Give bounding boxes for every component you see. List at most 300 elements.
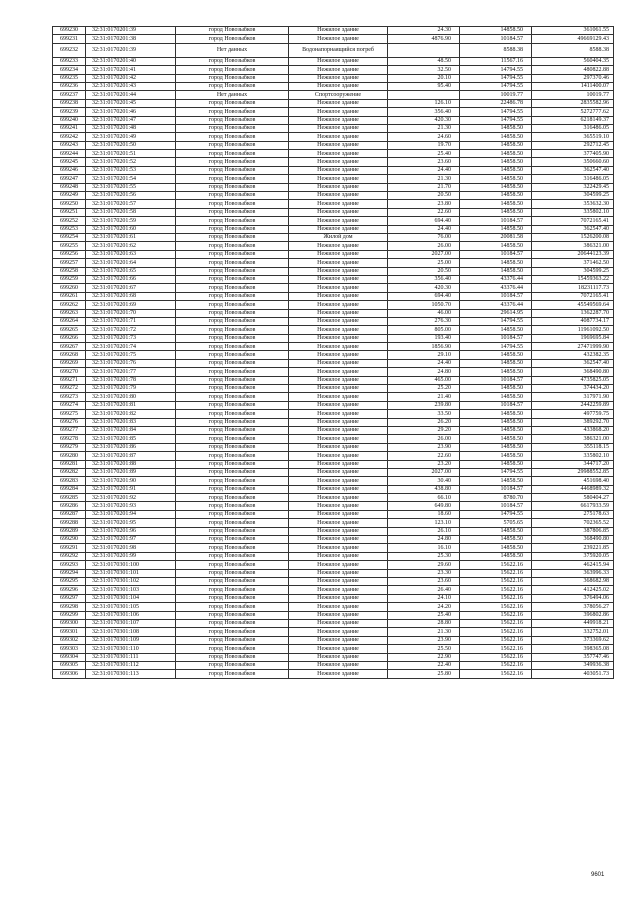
cadastral-number-cell: 32:31:0170201:74 — [86, 343, 176, 351]
address-cell: город Новозыбков — [176, 275, 289, 283]
cadastral-number-cell: 32:31:0170201:90 — [86, 477, 176, 485]
area-cell: 420.30 — [388, 284, 460, 292]
rate-cell: 10184.57 — [460, 35, 532, 43]
area-cell: 26.40 — [388, 586, 460, 594]
address-cell: город Новозыбков — [176, 292, 289, 300]
value-cell: 8588.38 — [532, 43, 614, 57]
table-row — [53, 527, 614, 535]
table-row — [53, 267, 614, 275]
cadastral-number-cell: 32:31:0170201:85 — [86, 435, 176, 443]
object-type-cell: Нежилое здание — [289, 435, 388, 443]
cadastral-number-cell: 32:31:0170301:110 — [86, 645, 176, 653]
address-cell: город Новозыбков — [176, 569, 289, 577]
table-row — [53, 35, 614, 43]
value-cell: 10019.77 — [532, 91, 614, 99]
cadastral-number-cell: 32:31:0170201:99 — [86, 552, 176, 560]
address-cell: город Новозыбков — [176, 225, 289, 233]
rate-cell: 10184.57 — [460, 292, 532, 300]
table-row — [53, 552, 614, 560]
cadastral-number-cell: 32:31:0170201:40 — [86, 57, 176, 65]
object-type-cell: Нежилое здание — [289, 426, 388, 434]
cadastral-number-cell: 32:31:0170201:59 — [86, 217, 176, 225]
object-type-cell: Нежилое здание — [289, 502, 388, 510]
table-row — [53, 410, 614, 418]
rate-cell: 14858.50 — [460, 426, 532, 434]
row-id-cell: 699292 — [53, 552, 86, 560]
object-type-cell: Нежилое здание — [289, 527, 388, 535]
address-cell: город Новозыбков — [176, 376, 289, 384]
table-row — [53, 175, 614, 183]
object-type-cell: Нежилое здание — [289, 603, 388, 611]
cadastral-number-cell: 32:31:0170201:52 — [86, 158, 176, 166]
object-type-cell: Нежилое здание — [289, 418, 388, 426]
cadastral-number-cell: 32:31:0170201:73 — [86, 334, 176, 342]
object-type-cell: Нежилое здание — [289, 27, 388, 35]
row-id-cell: 699253 — [53, 225, 86, 233]
address-cell: город Новозыбков — [176, 74, 289, 82]
area-cell — [388, 43, 460, 57]
rate-cell: 15622.16 — [460, 645, 532, 653]
object-type-cell: Нежилое здание — [289, 82, 388, 90]
value-cell: 1411400.07 — [532, 82, 614, 90]
address-cell: город Новозыбков — [176, 116, 289, 124]
table-row — [53, 292, 614, 300]
table-row — [53, 124, 614, 132]
area-cell: 18.60 — [388, 510, 460, 518]
address-cell: город Новозыбков — [176, 611, 289, 619]
area-cell: 23.90 — [388, 443, 460, 451]
object-type-cell: Нежилое здание — [289, 645, 388, 653]
area-cell: 28.80 — [388, 619, 460, 627]
area-cell: 21.30 — [388, 628, 460, 636]
area-cell: 21.40 — [388, 393, 460, 401]
area-cell: 95.40 — [388, 82, 460, 90]
address-cell: город Новозыбков — [176, 435, 289, 443]
address-cell: город Новозыбков — [176, 468, 289, 476]
row-id-cell: 699243 — [53, 141, 86, 149]
address-cell: город Новозыбков — [176, 99, 289, 107]
row-id-cell: 699287 — [53, 510, 86, 518]
address-cell: город Новозыбков — [176, 401, 289, 409]
object-type-cell: Спортсооружение — [289, 91, 388, 99]
value-cell: 386321.00 — [532, 435, 614, 443]
rate-cell: 15622.16 — [460, 619, 532, 627]
address-cell: город Новозыбков — [176, 418, 289, 426]
area-cell: 48.50 — [388, 57, 460, 65]
register-table-container — [52, 26, 609, 679]
address-cell: город Новозыбков — [176, 233, 289, 241]
area-cell: 29.20 — [388, 426, 460, 434]
object-type-cell: Нежилое здание — [289, 477, 388, 485]
value-cell: 353632.30 — [532, 200, 614, 208]
table-row — [53, 586, 614, 594]
table-row — [53, 309, 614, 317]
row-id-cell: 699304 — [53, 653, 86, 661]
cadastral-number-cell: 32:31:0170201:89 — [86, 468, 176, 476]
rate-cell: 14794.55 — [460, 82, 532, 90]
cadastral-number-cell: 32:31:0170201:51 — [86, 150, 176, 158]
table-row — [53, 317, 614, 325]
address-cell: город Новозыбков — [176, 250, 289, 258]
address-cell: город Новозыбков — [176, 175, 289, 183]
object-type-cell: Нежилое здание — [289, 166, 388, 174]
rate-cell: 14858.50 — [460, 166, 532, 174]
value-cell: 357747.46 — [532, 653, 614, 661]
table-row — [53, 452, 614, 460]
rate-cell: 10184.57 — [460, 401, 532, 409]
object-type-cell: Нежилое здание — [289, 636, 388, 644]
row-id-cell: 699279 — [53, 443, 86, 451]
object-type-cell: Нежилое здание — [289, 259, 388, 267]
object-type-cell: Нежилое здание — [289, 292, 388, 300]
table-row — [53, 443, 614, 451]
address-cell: город Новозыбков — [176, 108, 289, 116]
table-row — [53, 359, 614, 367]
value-cell: 275178.63 — [532, 510, 614, 518]
cadastral-number-cell: 32:31:0170301:105 — [86, 603, 176, 611]
object-type-cell: Нежилое здание — [289, 309, 388, 317]
row-id-cell: 699277 — [53, 426, 86, 434]
rate-cell: 15622.16 — [460, 636, 532, 644]
rate-cell: 14858.50 — [460, 443, 532, 451]
rate-cell: 5705.65 — [460, 519, 532, 527]
address-cell: город Новозыбков — [176, 301, 289, 309]
object-type-cell: Нежилое здание — [289, 485, 388, 493]
area-cell: 356.40 — [388, 275, 460, 283]
address-cell: город Новозыбков — [176, 603, 289, 611]
address-cell: город Новозыбков — [176, 477, 289, 485]
rate-cell: 14858.50 — [460, 124, 532, 132]
object-type-cell: Нежилое здание — [289, 628, 388, 636]
table-row — [53, 43, 614, 57]
table-row — [53, 275, 614, 283]
area-cell: 24.40 — [388, 166, 460, 174]
row-id-cell: 699298 — [53, 603, 86, 611]
object-type-cell: Нежилое здание — [289, 35, 388, 43]
object-type-cell: Нежилое здание — [289, 150, 388, 158]
rate-cell: 14858.50 — [460, 359, 532, 367]
area-cell: 438.80 — [388, 485, 460, 493]
value-cell: 27471999.90 — [532, 343, 614, 351]
table-row — [53, 166, 614, 174]
rate-cell: 14858.50 — [460, 435, 532, 443]
cadastral-number-cell: 32:31:0170201:96 — [86, 527, 176, 535]
table-body — [53, 27, 614, 679]
table-row — [53, 233, 614, 241]
object-type-cell: Нежилое здание — [289, 561, 388, 569]
rate-cell: 8588.38 — [460, 43, 532, 57]
rate-cell: 15622.16 — [460, 653, 532, 661]
area-cell: 24.30 — [388, 27, 460, 35]
object-type-cell: Нежилое здание — [289, 326, 388, 334]
table-row — [53, 628, 614, 636]
row-id-cell: 699237 — [53, 91, 86, 99]
table-row — [53, 502, 614, 510]
rate-cell: 11567.16 — [460, 57, 532, 65]
object-type-cell: Нежилое здание — [289, 544, 388, 552]
value-cell: 5272777.62 — [532, 108, 614, 116]
table-row — [53, 385, 614, 393]
address-cell: город Новозыбков — [176, 385, 289, 393]
area-cell: 4876.90 — [388, 35, 460, 43]
value-cell: 362547.40 — [532, 225, 614, 233]
object-type-cell: Нежилое здание — [289, 586, 388, 594]
row-id-cell: 699258 — [53, 267, 86, 275]
table-row — [53, 259, 614, 267]
cadastral-number-cell: 32:31:0170201:57 — [86, 200, 176, 208]
address-cell: город Новозыбков — [176, 628, 289, 636]
table-row — [53, 519, 614, 527]
cadastral-number-cell: 32:31:0170201:82 — [86, 410, 176, 418]
object-type-cell: Нежилое здание — [289, 133, 388, 141]
value-cell: 335802.10 — [532, 208, 614, 216]
cadastral-number-cell: 32:31:0170201:64 — [86, 259, 176, 267]
area-cell: 1856.90 — [388, 343, 460, 351]
cadastral-number-cell: 32:31:0170201:63 — [86, 250, 176, 258]
address-cell: город Новозыбков — [176, 259, 289, 267]
rate-cell: 14858.50 — [460, 225, 532, 233]
value-cell: 1526200.08 — [532, 233, 614, 241]
area-cell: 26.20 — [388, 418, 460, 426]
rate-cell: 14858.50 — [460, 192, 532, 200]
cadastral-number-cell: 32:31:0170301:108 — [86, 628, 176, 636]
value-cell: 355118.15 — [532, 443, 614, 451]
table-row — [53, 326, 614, 334]
row-id-cell: 699242 — [53, 133, 86, 141]
value-cell: 332752.01 — [532, 628, 614, 636]
cadastral-number-cell: 32:31:0170201:42 — [86, 74, 176, 82]
object-type-cell: Нежилое здание — [289, 670, 388, 678]
row-id-cell: 699274 — [53, 401, 86, 409]
table-row — [53, 116, 614, 124]
cadastral-number-cell: 32:31:0170301:103 — [86, 586, 176, 594]
table-row — [53, 284, 614, 292]
row-id-cell: 699281 — [53, 460, 86, 468]
object-type-cell: Нежилое здание — [289, 158, 388, 166]
value-cell: 433868.20 — [532, 426, 614, 434]
table-row — [53, 653, 614, 661]
cadastral-number-cell: 32:31:0170201:49 — [86, 133, 176, 141]
object-type-cell: Нежилое здание — [289, 124, 388, 132]
area-cell: 24.40 — [388, 359, 460, 367]
object-type-cell: Нежилое здание — [289, 578, 388, 586]
rate-cell: 14858.50 — [460, 150, 532, 158]
object-type-cell: Нежилое здание — [289, 175, 388, 183]
area-cell: 32.50 — [388, 66, 460, 74]
area-cell: 694.40 — [388, 292, 460, 300]
rate-cell: 14858.50 — [460, 536, 532, 544]
value-cell: 350660.60 — [532, 158, 614, 166]
value-cell: 451698.40 — [532, 477, 614, 485]
rate-cell: 14858.50 — [460, 259, 532, 267]
value-cell: 2835582.96 — [532, 99, 614, 107]
row-id-cell: 699299 — [53, 611, 86, 619]
rate-cell: 14858.50 — [460, 368, 532, 376]
object-type-cell: Нежилое здание — [289, 116, 388, 124]
row-id-cell: 699246 — [53, 166, 86, 174]
area-cell: 20.50 — [388, 267, 460, 275]
area-cell: 23.30 — [388, 569, 460, 577]
area-cell: 21.70 — [388, 183, 460, 191]
row-id-cell: 699297 — [53, 594, 86, 602]
address-cell: город Новозыбков — [176, 141, 289, 149]
value-cell: 449918.21 — [532, 619, 614, 627]
value-cell: 363996.33 — [532, 569, 614, 577]
object-type-cell: Нежилое здание — [289, 183, 388, 191]
object-type-cell: Нежилое здание — [289, 343, 388, 351]
area-cell: 24.80 — [388, 368, 460, 376]
area-cell: 24.60 — [388, 133, 460, 141]
value-cell: 378056.27 — [532, 603, 614, 611]
address-cell: город Новозыбков — [176, 452, 289, 460]
address-cell: город Новозыбков — [176, 166, 289, 174]
row-id-cell: 699288 — [53, 519, 86, 527]
area-cell: 26.10 — [388, 527, 460, 535]
cadastral-number-cell: 32:31:0170201:94 — [86, 510, 176, 518]
value-cell: 4468989.32 — [532, 485, 614, 493]
row-id-cell: 699272 — [53, 385, 86, 393]
rate-cell: 10184.57 — [460, 250, 532, 258]
area-cell: 33.50 — [388, 410, 460, 418]
row-id-cell: 699251 — [53, 208, 86, 216]
address-cell: город Новозыбков — [176, 653, 289, 661]
table-row — [53, 636, 614, 644]
address-cell: город Новозыбков — [176, 150, 289, 158]
area-cell: 23.80 — [388, 200, 460, 208]
row-id-cell: 699262 — [53, 301, 86, 309]
value-cell: 316486.05 — [532, 124, 614, 132]
value-cell: 317971.90 — [532, 393, 614, 401]
area-cell: 19.70 — [388, 141, 460, 149]
value-cell: 7072165.41 — [532, 292, 614, 300]
rate-cell: 14858.50 — [460, 141, 532, 149]
cadastral-number-cell: 32:31:0170301:112 — [86, 661, 176, 669]
rate-cell: 29614.95 — [460, 309, 532, 317]
value-cell: 377405.90 — [532, 150, 614, 158]
rate-cell: 43376.44 — [460, 301, 532, 309]
address-cell: город Новозыбков — [176, 661, 289, 669]
address-cell: Нет данных — [176, 43, 289, 57]
area-cell: 276.30 — [388, 317, 460, 325]
object-type-cell: Нежилое здание — [289, 99, 388, 107]
object-type-cell: Нежилое здание — [289, 494, 388, 502]
cadastral-number-cell: 32:31:0170201:81 — [86, 401, 176, 409]
rate-cell: 14858.50 — [460, 544, 532, 552]
address-cell: город Новозыбков — [176, 536, 289, 544]
table-row — [53, 544, 614, 552]
cadastral-number-cell: 32:31:0170201:77 — [86, 368, 176, 376]
area-cell: 26.00 — [388, 435, 460, 443]
area-cell: 25.20 — [388, 385, 460, 393]
object-type-cell: Нежилое здание — [289, 594, 388, 602]
row-id-cell: 699259 — [53, 275, 86, 283]
cadastral-number-cell: 32:31:0170201:50 — [86, 141, 176, 149]
object-type-cell: Нежилое здание — [289, 66, 388, 74]
address-cell: город Новозыбков — [176, 619, 289, 627]
table-row — [53, 401, 614, 409]
table-row — [53, 82, 614, 90]
value-cell: 396802.86 — [532, 611, 614, 619]
rate-cell: 14858.50 — [460, 326, 532, 334]
table-row — [53, 670, 614, 678]
area-cell: 24.80 — [388, 536, 460, 544]
rate-cell: 14858.50 — [460, 208, 532, 216]
value-cell: 361061.55 — [532, 27, 614, 35]
cadastral-number-cell: 32:31:0170201:84 — [86, 426, 176, 434]
row-id-cell: 699293 — [53, 561, 86, 569]
table-row — [53, 426, 614, 434]
row-id-cell: 699267 — [53, 343, 86, 351]
address-cell: город Новозыбков — [176, 192, 289, 200]
rate-cell: 15622.16 — [460, 603, 532, 611]
value-cell: 403051.73 — [532, 670, 614, 678]
cadastral-number-cell: 32:31:0170201:38 — [86, 35, 176, 43]
value-cell: 389292.70 — [532, 418, 614, 426]
cadastral-number-cell: 32:31:0170201:86 — [86, 443, 176, 451]
area-cell: 22.60 — [388, 452, 460, 460]
row-id-cell: 699230 — [53, 27, 86, 35]
row-id-cell: 699283 — [53, 477, 86, 485]
rate-cell: 15622.16 — [460, 578, 532, 586]
object-type-cell: Нежилое здание — [289, 510, 388, 518]
value-cell: 497759.75 — [532, 410, 614, 418]
area-cell: 66.10 — [388, 494, 460, 502]
object-type-cell: Нежилое здание — [289, 208, 388, 216]
area-cell: 23.60 — [388, 578, 460, 586]
address-cell: город Новозыбков — [176, 200, 289, 208]
object-type-cell: Нежилое здание — [289, 385, 388, 393]
area-cell: 29.60 — [388, 561, 460, 569]
table-row — [53, 368, 614, 376]
cadastral-number-cell: 32:31:0170201:58 — [86, 208, 176, 216]
cadastral-number-cell: 32:31:0170201:98 — [86, 544, 176, 552]
address-cell: город Новозыбков — [176, 158, 289, 166]
value-cell: 362547.40 — [532, 359, 614, 367]
table-row — [53, 225, 614, 233]
value-cell: 6218149.37 — [532, 116, 614, 124]
object-type-cell: Нежилое здание — [289, 275, 388, 283]
object-type-cell: Нежилое здание — [289, 301, 388, 309]
address-cell: город Новозыбков — [176, 359, 289, 367]
table-row — [53, 393, 614, 401]
object-type-cell: Нежилое здание — [289, 376, 388, 384]
address-cell: город Новозыбков — [176, 133, 289, 141]
address-cell: город Новозыбков — [176, 351, 289, 359]
value-cell: 7072165.41 — [532, 217, 614, 225]
object-type-cell: Нежилое здание — [289, 141, 388, 149]
cadastral-number-cell: 32:31:0170201:71 — [86, 317, 176, 325]
rate-cell: 14794.55 — [460, 510, 532, 518]
row-id-cell: 699249 — [53, 192, 86, 200]
area-cell: 16.10 — [388, 544, 460, 552]
table-row — [53, 91, 614, 99]
table-row — [53, 343, 614, 351]
cadastral-number-cell: 32:31:0170201:48 — [86, 124, 176, 132]
address-cell: город Новозыбков — [176, 284, 289, 292]
table-row — [53, 242, 614, 250]
value-cell: 349936.38 — [532, 661, 614, 669]
row-id-cell: 699275 — [53, 410, 86, 418]
table-row — [53, 485, 614, 493]
cadastral-number-cell: 32:31:0170201:55 — [86, 183, 176, 191]
area-cell: 26.00 — [388, 242, 460, 250]
object-type-cell: Нежилое здание — [289, 393, 388, 401]
object-type-cell: Нежилое здание — [289, 460, 388, 468]
rate-cell: 14858.50 — [460, 452, 532, 460]
object-type-cell: Нежилое здание — [289, 334, 388, 342]
area-cell: 193.40 — [388, 334, 460, 342]
value-cell: 365519.10 — [532, 133, 614, 141]
